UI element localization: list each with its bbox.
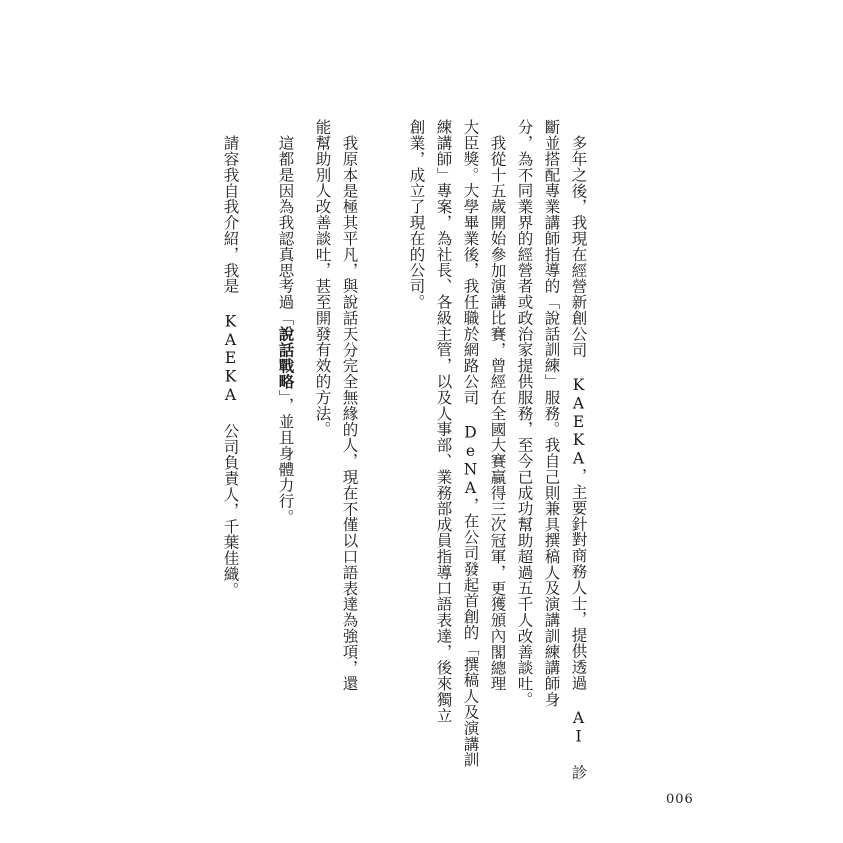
paragraph-2-line-1: 我從十五歲開始參加演講比賽，曾經在全國大賽贏得三次冠軍，更獲頒內閣總理 [488, 135, 507, 692]
paragraph-3-line-1: 我原本是極其平凡，與說話天分完全無緣的人，現在不僅以口語表達為強項，還 [340, 135, 359, 692]
paragraph-3-line-2: 能幫助別人改善談吐，甚至開發有效的方法。 [313, 119, 332, 437]
paragraph-1-line-2: 斷並搭配專業講師指導的「說話訓練」服務。我自己則兼具撰稿人及演講訓練講師身 [542, 119, 561, 708]
paragraph-2-line-3: 練講師」專案，為社長、各級主管，以及人事部、業務部成員指導口語表達，後來獨立 [434, 119, 453, 724]
page-number: 006 [666, 792, 694, 807]
paragraph-4-text-before: 這都是因為我認真思考過「 [276, 135, 295, 326]
paragraph-4-text-after: 」，並且身體力行。 [276, 389, 295, 525]
paragraph-2-line-2: 大臣獎。大學畢業後，我任職於網路公司 DeNA，在公司發起首創的「撰稿人及演講訓 [461, 119, 480, 768]
paragraph-4-line-1 [277, 135, 294, 525]
paragraph-2-line-4: 創業，成立了現在的公司。 [407, 119, 426, 310]
paragraph-4-emphasis: 說話戰略 [276, 325, 296, 390]
paragraph-5-line-1: 請容我自我介紹，我是 KAEKA 公司負責人，千葉佳織。 [221, 135, 240, 598]
paragraph-1-line-1: 多年之後，我現在經營新創公司 KAEKA，主要針對商務人士，提供透過 AI 診 [569, 135, 588, 781]
paragraph-1-line-3: 分，為不同業界的經營者或政治家提供服務，至今已成功幫助超過五千人改善談吐。 [515, 119, 534, 708]
